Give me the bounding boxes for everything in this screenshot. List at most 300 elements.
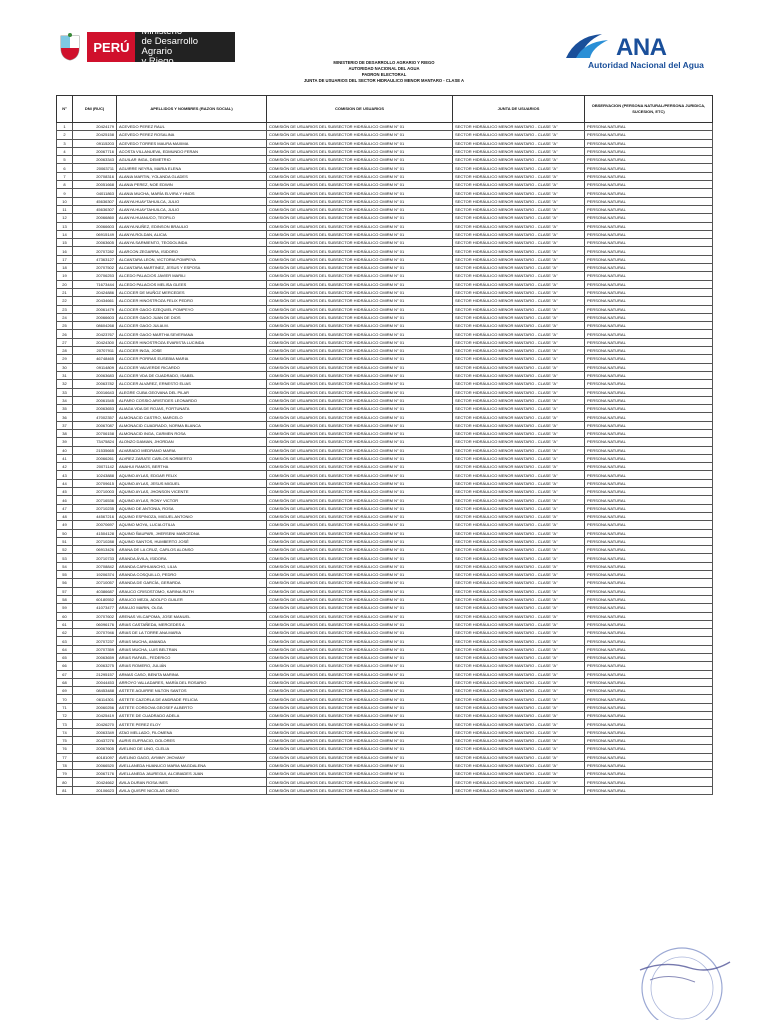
cell-comision: COMISIÓN DE USUARIOS DEL SUBSECTOR HIDRÁULICO CMIRM N° 01: [267, 479, 453, 487]
cell-name: ALANIA PEREZ, NOE EDWIN: [117, 181, 267, 189]
cell-junta: SECTOR HIDRÁULICO MENOR MANTARO - CLASE "A": [453, 504, 585, 512]
table-row: [57, 753, 713, 761]
cell-name: ACEVEDO TORRES MAURA MAXIMA: [117, 139, 267, 147]
cell-observacion: PERSONA NATURAL: [585, 645, 713, 653]
cell-num: 81: [57, 786, 73, 794]
cell-junta: SECTOR HIDRÁULICO MENOR MANTARO - CLASE "A": [453, 695, 585, 703]
cell-observacion: PERSONA NATURAL: [585, 405, 713, 413]
cell-comision: COMISIÓN DE USUARIOS DEL SUBSECTOR HIDRÁULICO CMIRM N° 01: [267, 753, 453, 761]
cell-comision: COMISIÓN DE USUARIOS DEL SUBSECTOR HIDRÁULICO CMIRM N° 01: [267, 222, 453, 230]
cell-junta: SECTOR HIDRÁULICO MENOR MANTARO - CLASE "A": [453, 363, 585, 371]
cell-dni: 40181097: [73, 753, 117, 761]
cell-num: 53: [57, 554, 73, 562]
cell-name: ALCOCER ALVAREZ, ERNESTO ELIAS: [117, 380, 267, 388]
cell-name: ASTETE CAZORLA DE ANDRADE FELICIA: [117, 695, 267, 703]
cell-observacion: PERSONA NATURAL: [585, 471, 713, 479]
cell-name: ACOSTA VILLANUEVA, EDMUNDO FERAN: [117, 147, 267, 155]
cell-num: 48: [57, 512, 73, 520]
header-comision: COMISION DE USUARIOS: [267, 96, 453, 123]
cell-num: 66: [57, 662, 73, 670]
cell-num: 67: [57, 670, 73, 678]
table-row: [57, 205, 713, 213]
cell-observacion: PERSONA NATURAL: [585, 139, 713, 147]
cell-num: 80: [57, 778, 73, 786]
table-row: [57, 579, 713, 587]
cell-junta: SECTOR HIDRÁULICO MENOR MANTARO - CLASE "A": [453, 239, 585, 247]
cell-dni: 20063343: [73, 156, 117, 164]
cell-dni: 20063349: [73, 728, 117, 736]
cell-junta: SECTOR HIDRÁULICO MENOR MANTARO - CLASE "A": [453, 678, 585, 686]
table-row: [57, 620, 713, 628]
cell-observacion: PERSONA NATURAL: [585, 380, 713, 388]
cell-observacion: PERSONA NATURAL: [585, 587, 713, 595]
cell-observacion: PERSONA NATURAL: [585, 147, 713, 155]
cell-name: ARMAS CASO, BENITA MARINA: [117, 670, 267, 678]
cell-junta: SECTOR HIDRÁULICO MENOR MANTARO - CLASE "A": [453, 230, 585, 238]
cell-num: 77: [57, 753, 73, 761]
cell-comision: COMISIÓN DE USUARIOS DEL SUBSECTOR HIDRÁULICO CMIRM N° 01: [267, 305, 453, 313]
cell-observacion: PERSONA NATURAL: [585, 479, 713, 487]
cell-dni: 06114301: [73, 695, 117, 703]
cell-comision: COMISIÓN DE USUARIOS DEL SUBSECTOR HIDRÁULICO CMIRM N° 01: [267, 712, 453, 720]
table-row: [57, 172, 713, 180]
cell-num: 32: [57, 380, 73, 388]
cell-num: 33: [57, 388, 73, 396]
cell-dni: 41073477: [73, 604, 117, 612]
table-row: [57, 380, 713, 388]
cell-num: 7: [57, 172, 73, 180]
cell-junta: SECTOR HIDRÁULICO MENOR MANTARO - CLASE "A": [453, 421, 585, 429]
cell-comision: COMISIÓN DE USUARIOS DEL SUBSECTOR HIDRÁULICO CMIRM N° 01: [267, 579, 453, 587]
cell-name: AQUINO AYLAS, RONY VICTOR: [117, 496, 267, 504]
cell-comision: COMISIÓN DE USUARIOS DEL SUBSECTOR HIDRÁULICO CMIRM N° 01: [267, 405, 453, 413]
cell-junta: SECTOR HIDRÁULICO MENOR MANTARO - CLASE "A": [453, 147, 585, 155]
cell-num: 64: [57, 645, 73, 653]
cell-observacion: PERSONA NATURAL: [585, 670, 713, 678]
electoral-roll-table: [56, 95, 713, 795]
cell-observacion: PERSONA NATURAL: [585, 554, 713, 562]
cell-num: 24: [57, 313, 73, 321]
cell-dni: 47363127: [73, 255, 117, 263]
table-row: [57, 222, 713, 230]
cell-name: AVELINO GAGO, AYMMY JHOVANY: [117, 753, 267, 761]
table-row: [57, 662, 713, 670]
cell-num: 71: [57, 703, 73, 711]
cell-junta: SECTOR HIDRÁULICO MENOR MANTARO - CLASE "A": [453, 786, 585, 794]
table-row: [57, 537, 713, 545]
cell-num: 29: [57, 355, 73, 363]
cell-comision: COMISIÓN DE USUARIOS DEL SUBSECTOR HIDRÁULICO CMIRM N° 01: [267, 247, 453, 255]
cell-num: 51: [57, 537, 73, 545]
cell-comision: COMISIÓN DE USUARIOS DEL SUBSECTOR HIDRÁULICO CMIRM N° 01: [267, 363, 453, 371]
cell-dni: 20437276: [73, 736, 117, 744]
cell-junta: SECTOR HIDRÁULICO MENOR MANTARO - CLASE "A": [453, 521, 585, 529]
table-row: [57, 504, 713, 512]
cell-comision: COMISIÓN DE USUARIOS DEL SUBSECTOR HIDRÁULICO CMIRM N° 01: [267, 205, 453, 213]
cell-dni: 20426270: [73, 720, 117, 728]
cell-observacion: PERSONA NATURAL: [585, 305, 713, 313]
cell-name: ACEVEDO PEREZ RAUL: [117, 123, 267, 131]
cell-dni: 20063653: [73, 405, 117, 413]
cell-observacion: PERSONA NATURAL: [585, 239, 713, 247]
table-header-row: [57, 96, 713, 123]
cell-junta: SECTOR HIDRÁULICO MENOR MANTARO - CLASE "A": [453, 156, 585, 164]
cell-junta: SECTOR HIDRÁULICO MENOR MANTARO - CLASE "A": [453, 620, 585, 628]
cell-name: ALCOCER VALVERDE RICARDO: [117, 363, 267, 371]
cell-junta: SECTOR HIDRÁULICO MENOR MANTARO - CLASE "A": [453, 496, 585, 504]
cell-junta: SECTOR HIDRÁULICO MENOR MANTARO - CLASE "A": [453, 164, 585, 172]
cell-name: AQUINO AYLAS, JESUS MIGUEL: [117, 479, 267, 487]
cell-name: AQUINO MOYA, LUCIA OTILIA: [117, 521, 267, 529]
cell-comision: COMISIÓN DE USUARIOS DEL SUBSECTOR HIDRÁULICO CMIRM N° 01: [267, 380, 453, 388]
table-row: [57, 471, 713, 479]
cell-junta: SECTOR HIDRÁULICO MENOR MANTARO - CLASE "A": [453, 313, 585, 321]
cell-num: 15: [57, 239, 73, 247]
cell-observacion: PERSONA NATURAL: [585, 288, 713, 296]
cell-junta: SECTOR HIDRÁULICO MENOR MANTARO - CLASE "A": [453, 205, 585, 213]
cell-num: 58: [57, 595, 73, 603]
cell-junta: SECTOR HIDRÁULICO MENOR MANTARO - CLASE "A": [453, 429, 585, 437]
cell-name: ALCOCER PORRAS EUSEBIA MARIA: [117, 355, 267, 363]
table-row: [57, 272, 713, 280]
cell-observacion: PERSONA NATURAL: [585, 745, 713, 753]
cell-observacion: PERSONA NATURAL: [585, 753, 713, 761]
cell-num: 50: [57, 529, 73, 537]
cell-comision: COMISIÓN DE USUARIOS DEL SUBSECTOR HIDRÁULICO CMIRM N° 01: [267, 720, 453, 728]
cell-name: ACEVEDO PEREZ ROSALINA: [117, 131, 267, 139]
cell-observacion: PERSONA NATURAL: [585, 720, 713, 728]
cell-observacion: PERSONA NATURAL: [585, 264, 713, 272]
cell-name: ALANYA HUAYTAHUILCA, JULIO: [117, 205, 267, 213]
cell-dni: 20044453: [73, 678, 117, 686]
table-row: [57, 239, 713, 247]
cell-comision: COMISIÓN DE USUARIOS DEL SUBSECTOR HIDRÁULICO CMIRM N° 01: [267, 629, 453, 637]
cell-comision: COMISIÓN DE USUARIOS DEL SUBSECTOR HIDRÁULICO CMIRM N° 01: [267, 330, 453, 338]
cell-dni: 20707602: [73, 612, 117, 620]
cell-junta: SECTOR HIDRÁULICO MENOR MANTARO - CLASE "A": [453, 247, 585, 255]
cell-num: 8: [57, 181, 73, 189]
cell-num: 43: [57, 471, 73, 479]
cell-name: ALARCON ZEGARRA, ISIDORO: [117, 247, 267, 255]
table-row: [57, 322, 713, 330]
cell-dni: 20707359: [73, 645, 117, 653]
cell-dni: 20707282: [73, 247, 117, 255]
cell-num: 69: [57, 687, 73, 695]
cell-name: ALCOCER DE MUÑOZ MERCEDES: [117, 288, 267, 296]
cell-comision: COMISIÓN DE USUARIOS DEL SUBSECTOR HIDRÁULICO CMIRM N° 01: [267, 189, 453, 197]
table-row: [57, 189, 713, 197]
table-row: [57, 529, 713, 537]
cell-observacion: PERSONA NATURAL: [585, 347, 713, 355]
cell-junta: SECTOR HIDRÁULICO MENOR MANTARO - CLASE "A": [453, 338, 585, 346]
cell-comision: COMISIÓN DE USUARIOS DEL SUBSECTOR HIDRÁULICO CMIRM N° 01: [267, 562, 453, 570]
cell-junta: SECTOR HIDRÁULICO MENOR MANTARO - CLASE "A": [453, 629, 585, 637]
table-row: [57, 363, 713, 371]
cell-num: 22: [57, 297, 73, 305]
cell-name: AQUINO ESPINOZA, MIGUEL ANTONIO: [117, 512, 267, 520]
cell-num: 16: [57, 247, 73, 255]
cell-junta: SECTOR HIDRÁULICO MENOR MANTARO - CLASE "A": [453, 280, 585, 288]
cell-observacion: PERSONA NATURAL: [585, 496, 713, 504]
cell-observacion: PERSONA NATURAL: [585, 770, 713, 778]
cell-dni: 20070697: [73, 521, 117, 529]
heading-line-1: MINISTERIO DE DESARROLLO AGRARIO Y RIEGO: [333, 60, 435, 65]
cell-name: AQUINO ÑAUPARI, JHERSENI MARCEDNA: [117, 529, 267, 537]
cell-observacion: PERSONA NATURAL: [585, 255, 713, 263]
cell-dni: 20424662: [73, 778, 117, 786]
cell-comision: COMISIÓN DE USUARIOS DEL SUBSECTOR HIDRÁULICO CMIRM N° 01: [267, 421, 453, 429]
cell-observacion: PERSONA NATURAL: [585, 322, 713, 330]
cell-num: 54: [57, 562, 73, 570]
cell-junta: SECTOR HIDRÁULICO MENOR MANTARO - CLASE "A": [453, 512, 585, 520]
peru-label: PERÚ: [87, 32, 135, 62]
cell-num: 70: [57, 695, 73, 703]
cell-dni: 44567216: [73, 512, 117, 520]
cell-junta: SECTOR HIDRÁULICO MENOR MANTARO - CLASE "A": [453, 595, 585, 603]
cell-name: ALIAGA VDA DE ROJAS, FORTUNATA: [117, 405, 267, 413]
cell-comision: COMISIÓN DE USUARIOS DEL SUBSECTOR HIDRÁULICO CMIRM N° 01: [267, 645, 453, 653]
cell-num: 17: [57, 255, 73, 263]
table-row: [57, 164, 713, 172]
table-row: [57, 313, 713, 321]
cell-observacion: PERSONA NATURAL: [585, 438, 713, 446]
cell-name: ALCOCER VDA DE CUADRADO, ISABEL: [117, 371, 267, 379]
cell-observacion: PERSONA NATURAL: [585, 222, 713, 230]
cell-dni: 20063711: [73, 164, 117, 172]
table-row: [57, 330, 713, 338]
table-row: [57, 288, 713, 296]
cell-name: ALMONACID CUADRADO, NORMA BLANCA: [117, 421, 267, 429]
cell-num: 72: [57, 712, 73, 720]
cell-num: 35: [57, 405, 73, 413]
cell-observacion: PERSONA NATURAL: [585, 736, 713, 744]
cell-dni: 08604268: [73, 322, 117, 330]
cell-num: 44: [57, 479, 73, 487]
cell-num: 46: [57, 496, 73, 504]
cell-comision: COMISIÓN DE USUARIOS DEL SUBSECTOR HIDRÁULICO CMIRM N° 01: [267, 662, 453, 670]
table-row: [57, 736, 713, 744]
cell-dni: 46748465: [73, 355, 117, 363]
cell-observacion: PERSONA NATURAL: [585, 454, 713, 462]
cell-name: ALCOCER HINOSTROZA FELIX PEDRO: [117, 297, 267, 305]
table-row: [57, 687, 713, 695]
cell-observacion: PERSONA NATURAL: [585, 205, 713, 213]
table-row: [57, 438, 713, 446]
cell-dni: 04011863: [73, 189, 117, 197]
cell-junta: SECTOR HIDRÁULICO MENOR MANTARO - CLASE "A": [453, 753, 585, 761]
cell-junta: SECTOR HIDRÁULICO MENOR MANTARO - CLASE "A": [453, 222, 585, 230]
cell-observacion: PERSONA NATURAL: [585, 786, 713, 794]
cell-num: 78: [57, 761, 73, 769]
cell-observacion: PERSONA NATURAL: [585, 761, 713, 769]
cell-dni: 06915149: [73, 230, 117, 238]
cell-num: 52: [57, 546, 73, 554]
table-row: [57, 454, 713, 462]
cell-num: 55: [57, 571, 73, 579]
table-row: [57, 521, 713, 529]
cell-comision: COMISIÓN DE USUARIOS DEL SUBSECTOR HIDRÁULICO CMIRM N° 01: [267, 197, 453, 205]
table-row: [57, 446, 713, 454]
ministry-line-3: y Riego: [141, 56, 174, 67]
cell-num: 11: [57, 205, 73, 213]
cell-comision: COMISIÓN DE USUARIOS DEL SUBSECTOR HIDRÁULICO CMIRM N° 01: [267, 587, 453, 595]
cell-observacion: PERSONA NATURAL: [585, 338, 713, 346]
cell-num: 26: [57, 330, 73, 338]
cell-junta: SECTOR HIDRÁULICO MENOR MANTARO - CLASE "A": [453, 181, 585, 189]
cell-observacion: PERSONA NATURAL: [585, 579, 713, 587]
cell-dni: 20709615: [73, 479, 117, 487]
cell-comision: COMISIÓN DE USUARIOS DEL SUBSECTOR HIDRÁULICO CMIRM N° 01: [267, 139, 453, 147]
cell-comision: COMISIÓN DE USUARIOS DEL SUBSECTOR HIDRÁULICO CMIRM N° 01: [267, 537, 453, 545]
cell-num: 42: [57, 463, 73, 471]
cell-name: ARENAS VILCAPOMA, JOSE MANUEL: [117, 612, 267, 620]
cell-junta: SECTOR HIDRÁULICO MENOR MANTARO - CLASE "A": [453, 288, 585, 296]
cell-junta: SECTOR HIDRÁULICO MENOR MANTARO - CLASE "A": [453, 720, 585, 728]
cell-dni: 20716536: [73, 496, 117, 504]
table-row: [57, 637, 713, 645]
cell-name: ARANDA DE GARCÍA, GERARDA: [117, 579, 267, 587]
cell-name: ARAUCO MEZA, ADOLFO GUILER: [117, 595, 267, 603]
cell-num: 2: [57, 131, 73, 139]
cell-name: ALANYA NUÑEZ, EDINSON BRAULIO: [117, 222, 267, 230]
table-row: [57, 670, 713, 678]
cell-junta: SECTOR HIDRÁULICO MENOR MANTARO - CLASE "A": [453, 579, 585, 587]
cell-comision: COMISIÓN DE USUARIOS DEL SUBSECTOR HIDRÁULICO CMIRM N° 01: [267, 786, 453, 794]
cell-num: 60: [57, 612, 73, 620]
cell-name: ALVARADO MEDRANO MARIA: [117, 446, 267, 454]
heading-line-3: PADRON ELECTORAL: [361, 72, 407, 77]
cell-dni: 20066860: [73, 214, 117, 222]
cell-name: ARIAS ROMERO, JULIÁN: [117, 662, 267, 670]
cell-junta: SECTOR HIDRÁULICO MENOR MANTARO - CLASE "A": [453, 471, 585, 479]
cell-junta: SECTOR HIDRÁULICO MENOR MANTARO - CLASE "A": [453, 761, 585, 769]
heading-line-4: JUNTA DE USUARIOS DEL SECTOR HIDRAULICO MENOR MANTARO - CLASE A: [303, 78, 465, 83]
ministry-logo: [55, 26, 235, 67]
table-row: [57, 297, 713, 305]
table-row: [57, 355, 713, 363]
cell-comision: COMISIÓN DE USUARIOS DEL SUBSECTOR HIDRÁULICO CMIRM N° 01: [267, 172, 453, 180]
table-row: [57, 197, 713, 205]
cell-dni: 09114809: [73, 363, 117, 371]
cell-comision: COMISIÓN DE USUARIOS DEL SUBSECTOR HIDRÁULICO CMIRM N° 01: [267, 388, 453, 396]
cell-num: 45: [57, 488, 73, 496]
table-row: [57, 629, 713, 637]
cell-name: AGUIRRE NEYRA, MARIA ELENA: [117, 164, 267, 172]
cell-name: AQUINO SANTOS, HUMBERTO JOSÉ: [117, 537, 267, 545]
cell-comision: COMISIÓN DE USUARIOS DEL SUBSECTOR HIDRÁULICO CMIRM N° 01: [267, 272, 453, 280]
cell-junta: SECTOR HIDRÁULICO MENOR MANTARO - CLASE "A": [453, 463, 585, 471]
cell-num: 41: [57, 454, 73, 462]
cell-dni: 20063659: [73, 654, 117, 662]
ministry-line-1: Ministerio: [141, 26, 183, 37]
cell-dni: 20707946: [73, 629, 117, 637]
cell-dni: 20067176: [73, 770, 117, 778]
cell-comision: COMISIÓN DE USUARIOS DEL SUBSECTOR HIDRÁULICO CMIRM N° 01: [267, 214, 453, 222]
table-row: [57, 405, 713, 413]
cell-junta: SECTOR HIDRÁULICO MENOR MANTARO - CLASE "A": [453, 255, 585, 263]
cell-observacion: PERSONA NATURAL: [585, 612, 713, 620]
cell-junta: SECTOR HIDRÁULICO MENOR MANTARO - CLASE "A": [453, 388, 585, 396]
cell-observacion: PERSONA NATURAL: [585, 363, 713, 371]
cell-junta: SECTOR HIDRÁULICO MENOR MANTARO - CLASE "A": [453, 454, 585, 462]
cell-name: ARROYO VALLADARES, MARÍA DEL ROSARIO: [117, 678, 267, 686]
cell-dni: 45636307: [73, 205, 117, 213]
cell-name: AVELINO DE LINO, CLELIA: [117, 745, 267, 753]
cell-comision: COMISIÓN DE USUARIOS DEL SUBSECTOR HIDRÁULICO CMIRM N° 01: [267, 654, 453, 662]
coat-of-arms-icon: [55, 30, 85, 64]
table-row: [57, 778, 713, 786]
cell-junta: SECTOR HIDRÁULICO MENOR MANTARO - CLASE "A": [453, 670, 585, 678]
cell-junta: SECTOR HIDRÁULICO MENOR MANTARO - CLASE "A": [453, 637, 585, 645]
cell-observacion: PERSONA NATURAL: [585, 247, 713, 255]
cell-name: ALCOCER GAGO JUAN DE DIOS: [117, 313, 267, 321]
cell-dni: 20710733: [73, 554, 117, 562]
cell-junta: SECTOR HIDRÁULICO MENOR MANTARO - CLASE "A": [453, 172, 585, 180]
cell-comision: COMISIÓN DE USUARIOS DEL SUBSECTOR HIDRÁULICO CMIRM N° 01: [267, 255, 453, 263]
cell-junta: SECTOR HIDRÁULICO MENOR MANTARO - CLASE "A": [453, 371, 585, 379]
cell-comision: COMISIÓN DE USUARIOS DEL SUBSECTOR HIDRÁULICO CMIRM N° 01: [267, 745, 453, 753]
cell-dni: 20067605: [73, 745, 117, 753]
cell-dni: 20710003: [73, 488, 117, 496]
cell-observacion: PERSONA NATURAL: [585, 123, 713, 131]
cell-observacion: PERSONA NATURAL: [585, 695, 713, 703]
header-observacion: OBSERVACION (PERSONA NATURAL/PERSONA JURIDICA, SUCESION, ETC): [585, 96, 713, 123]
cell-dni: 20067716: [73, 147, 117, 155]
cell-dni: 20071142: [73, 463, 117, 471]
cell-junta: SECTOR HIDRÁULICO MENOR MANTARO - CLASE "A": [453, 139, 585, 147]
cell-dni: 20066603: [73, 313, 117, 321]
cell-observacion: PERSONA NATURAL: [585, 728, 713, 736]
cell-dni: 20710235: [73, 504, 117, 512]
cell-dni: 20424179: [73, 123, 117, 131]
cell-dni: 20423767: [73, 330, 117, 338]
table-row: [57, 181, 713, 189]
cell-observacion: PERSONA NATURAL: [585, 446, 713, 454]
cell-dni: 08453488: [73, 687, 117, 695]
cell-comision: COMISIÓN DE USUARIOS DEL SUBSECTOR HIDRÁULICO CMIRM N° 01: [267, 347, 453, 355]
table-row: [57, 488, 713, 496]
cell-observacion: PERSONA NATURAL: [585, 131, 713, 139]
cell-observacion: PERSONA NATURAL: [585, 546, 713, 554]
cell-dni: 73475824: [73, 438, 117, 446]
cell-name: ALANYA ROLDAN, ALICIA: [117, 230, 267, 238]
cell-junta: SECTOR HIDRÁULICO MENOR MANTARO - CLASE "A": [453, 123, 585, 131]
table-row: [57, 139, 713, 147]
cell-num: 28: [57, 347, 73, 355]
cell-dni: 20707502: [73, 264, 117, 272]
cell-comision: COMISIÓN DE USUARIOS DEL SUBSECTOR HIDRÁULICO CMIRM N° 01: [267, 280, 453, 288]
cell-comision: COMISIÓN DE USUARIOS DEL SUBSECTOR HIDRÁULICO CMIRM N° 01: [267, 496, 453, 504]
cell-name: ALANYA HUANUCO, TEOFILO: [117, 214, 267, 222]
water-wave-icon: [562, 30, 614, 62]
cell-observacion: PERSONA NATURAL: [585, 164, 713, 172]
cell-num: 47: [57, 504, 73, 512]
cell-dni: 20016643: [73, 388, 117, 396]
cell-name: ALCOCER HINOSTROZA EVARISTA LUCINDA: [117, 338, 267, 346]
cell-observacion: PERSONA NATURAL: [585, 313, 713, 321]
cell-num: 6: [57, 164, 73, 172]
cell-name: ARIAS MUCHA, AMANDA: [117, 637, 267, 645]
table-row: [57, 255, 713, 263]
cell-num: 56: [57, 579, 73, 587]
cell-junta: SECTOR HIDRÁULICO MENOR MANTARO - CLASE "A": [453, 645, 585, 653]
cell-observacion: PERSONA NATURAL: [585, 512, 713, 520]
cell-dni: 20708316: [73, 172, 117, 180]
cell-junta: SECTOR HIDRÁULICO MENOR MANTARO - CLASE "A": [453, 529, 585, 537]
table-row: [57, 712, 713, 720]
cell-dni: 40386687: [73, 587, 117, 595]
cell-dni: 20424886: [73, 288, 117, 296]
